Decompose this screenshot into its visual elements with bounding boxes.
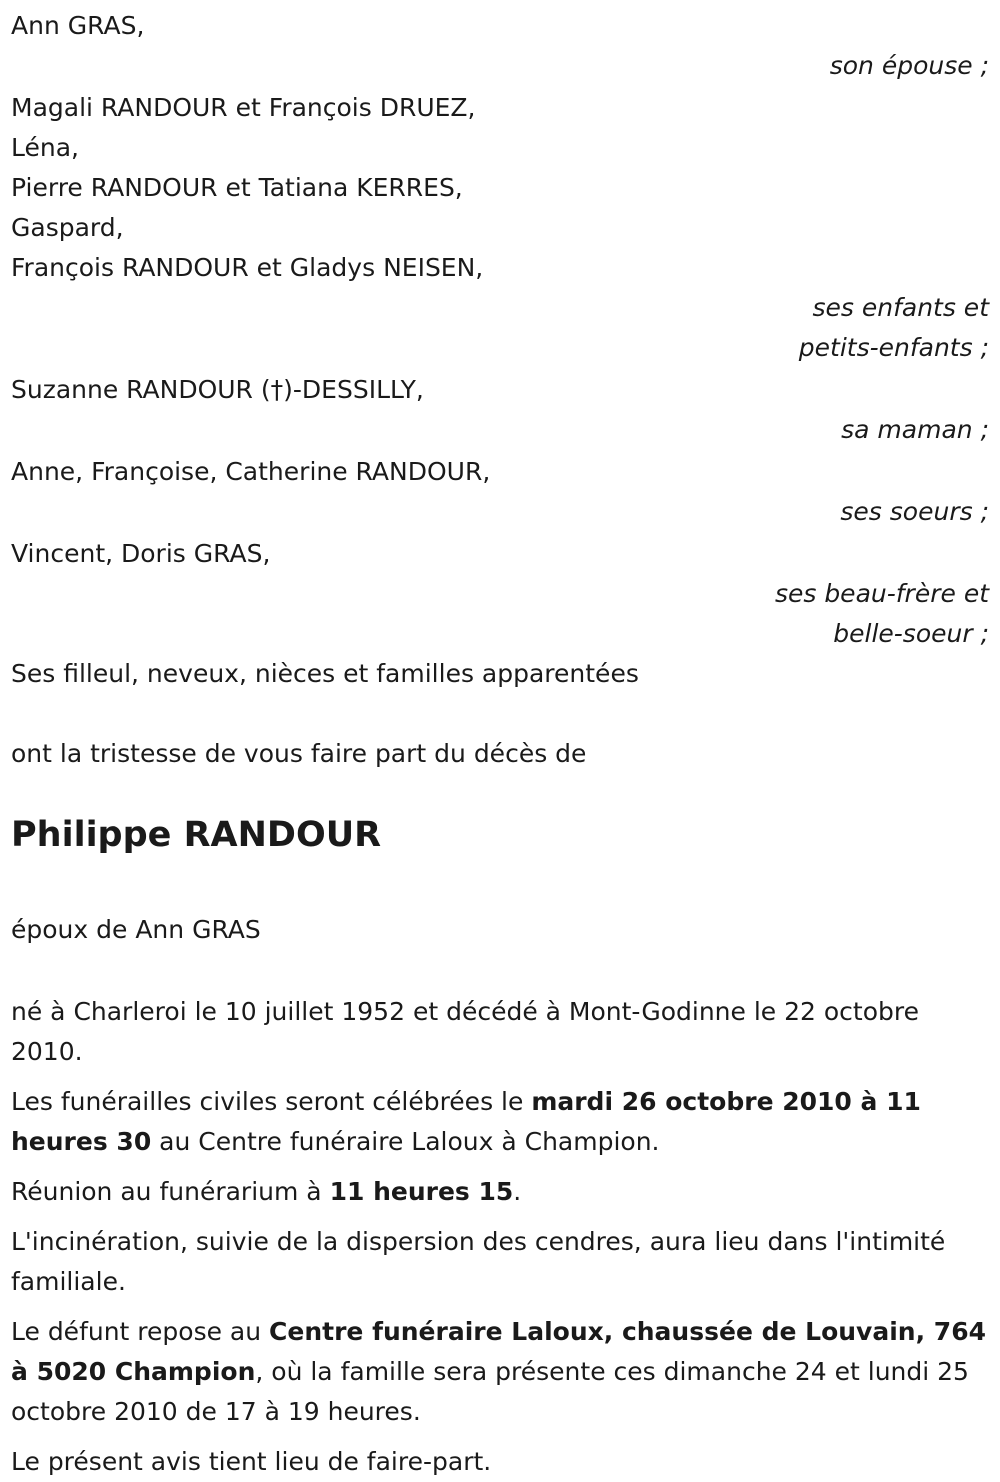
inlaws-name: Vincent, Doris GRAS, <box>11 539 271 568</box>
children-role-cont: petits-enfants ; <box>798 333 989 362</box>
resting-address: Centre funéraire Laloux, chaussée de Louvain, 764 à 5020 Champion <box>11 1317 986 1386</box>
spouse-name: Ann GRAS, <box>11 11 145 40</box>
spouse-role: son épouse ; <box>829 51 989 80</box>
sisters-block <box>11 452 991 532</box>
family-member: Gaspard, <box>11 213 124 242</box>
children-block <box>11 88 991 368</box>
gathering-time: 11 heures 15 <box>329 1177 514 1206</box>
obituary-notice <box>11 6 991 1482</box>
intro-line: ont la tristesse de vous faire part du décès de <box>11 739 587 768</box>
sisters-name: Anne, Françoise, Catherine RANDOUR, <box>11 457 491 486</box>
inlaws-role-cont: belle-soeur ; <box>833 619 989 648</box>
relatives-line: Ses filleul, neveux, nièces et familles apparentées <box>11 659 639 688</box>
resting-paragraph <box>11 1312 991 1432</box>
children-role: ses enfants et <box>812 293 989 322</box>
deceased-name: Philippe RANDOUR <box>11 815 382 855</box>
sisters-role: ses soeurs ; <box>840 497 989 526</box>
spouse-of-line: époux de Ann GRAS <box>11 915 261 944</box>
funeral-ceremony-place: au Centre funéraire Laloux à Champion. <box>151 1127 660 1156</box>
family-member: François RANDOUR et Gladys NEISEN, <box>11 253 484 282</box>
family-member: Pierre RANDOUR et Tatiana KERRES, <box>11 173 463 202</box>
inlaws-role: ses beau-frère et <box>774 579 989 608</box>
resting-text: Le défunt repose au <box>11 1317 270 1346</box>
family-member: Léna, <box>11 133 79 162</box>
gathering-paragraph <box>11 1172 991 1212</box>
mother-name: Suzanne RANDOUR (†)-DESSILLY, <box>11 375 424 404</box>
inlaws-block <box>11 534 991 654</box>
funeral-ceremony-date: mardi 26 octobre 2010 à 11 heures 30 <box>11 1087 921 1156</box>
funeral-ceremony-text: Les funérailles civiles seront célébrées le <box>11 1087 532 1116</box>
closing-line: Le présent avis tient lieu de faire-part. <box>11 1447 492 1476</box>
funeral-ceremony-paragraph <box>11 1082 991 1162</box>
gathering-end: . <box>513 1177 522 1206</box>
mother-block <box>11 370 991 450</box>
birth-death-line: né à Charleroi le 10 juillet 1952 et décédé à Mont-Godinne le 22 octobre 2010. <box>11 997 920 1066</box>
resting-visiting-hours: , où la famille sera présente ces dimanche 24 et lundi 25 octobre 2010 de 17 à 19 heures. <box>11 1357 969 1426</box>
mother-role: sa maman ; <box>841 415 989 444</box>
cremation-paragraph: L'incinération, suivie de la dispersion des cendres, aura lieu dans l'intimité familiale. <box>11 1227 946 1296</box>
gathering-text: Réunion au funérarium à <box>11 1177 330 1206</box>
family-member: Magali RANDOUR et François DRUEZ, <box>11 93 476 122</box>
